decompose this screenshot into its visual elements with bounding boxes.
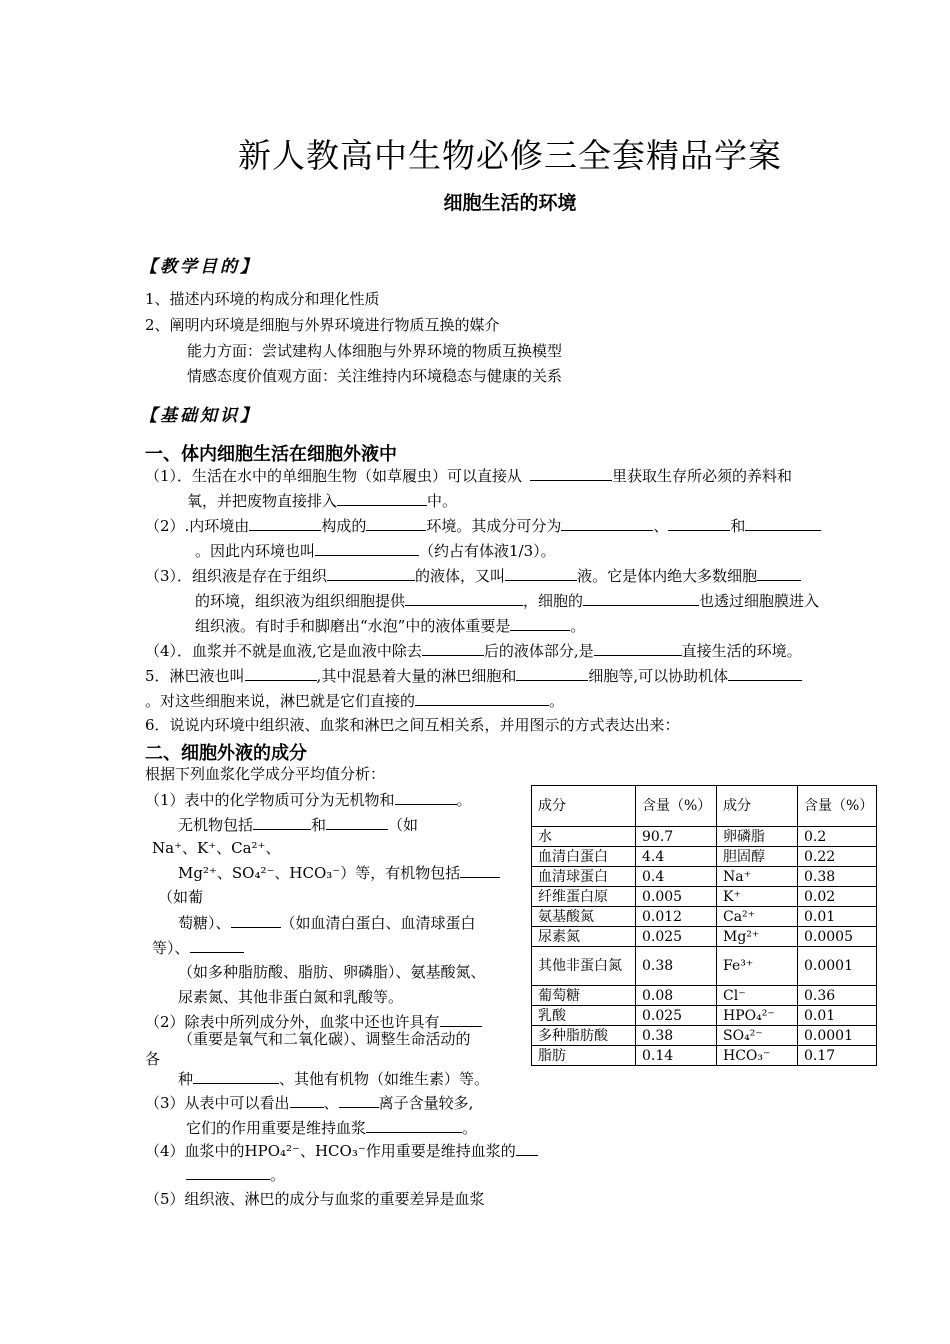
question-2-line-2: 。因此内环境也叫 （约占有体液1/3）。 <box>195 542 556 560</box>
part2-line-16: （4）血浆中的HPO₄²⁻、HCO₃⁻作用重要是维持血浆的 <box>145 1140 538 1161</box>
answer-blank[interactable] <box>510 615 570 631</box>
table-row <box>532 887 877 907</box>
answer-blank[interactable] <box>505 565 577 581</box>
objectives-heading: 【教学目的】 <box>140 257 260 277</box>
answer-blank[interactable] <box>757 565 801 581</box>
cell-component: SO₄²⁻ <box>717 1026 798 1046</box>
cell-content: 0.14 <box>636 1046 717 1066</box>
question-1-line-2: 氧，并把废物直接排入 中。 <box>187 492 458 510</box>
cell-component: HCO₃⁻ <box>717 1046 798 1066</box>
answer-blank[interactable] <box>530 465 612 481</box>
cell-content: 0.01 <box>798 907 877 927</box>
cell-content: 0.38 <box>636 947 717 986</box>
cell-component: 乳酸 <box>532 1006 636 1026</box>
cell-content: 4.4 <box>636 847 717 867</box>
cell-content: 90.7 <box>636 827 717 847</box>
answer-blank[interactable] <box>405 590 523 606</box>
question-6: 6．说说内环境中组织液、血浆和淋巴之间互相关系，并用图示的方式表达出来： <box>145 716 680 734</box>
table-row <box>532 1006 877 1026</box>
table-row <box>532 907 877 927</box>
cell-component: 葡萄糖 <box>532 986 636 1006</box>
answer-blank[interactable] <box>422 640 484 656</box>
cell-content: 0.22 <box>798 847 877 867</box>
cell-content: 0.025 <box>636 927 717 947</box>
header-component: 成分 <box>717 786 798 827</box>
cell-content: 0.02 <box>798 887 877 907</box>
answer-blank[interactable] <box>440 1011 482 1027</box>
answer-blank[interactable] <box>231 912 281 928</box>
cell-component: 氨基酸氮 <box>532 907 636 927</box>
cell-content: 0.17 <box>798 1046 877 1066</box>
document-subtitle: 细胞生活的环境 <box>443 192 577 214</box>
part2-line-10: （2）除表中所列成分外，血浆中还也许具有 <box>145 1011 482 1032</box>
answer-blank[interactable] <box>415 690 549 706</box>
cell-content: 0.01 <box>798 1006 877 1026</box>
cell-component: 血清白蛋白 <box>532 847 636 867</box>
answer-blank[interactable] <box>186 1164 270 1180</box>
part2-line-12: 各 <box>145 1050 161 1068</box>
cell-content: 0.38 <box>798 867 877 887</box>
answer-blank[interactable] <box>249 515 321 531</box>
cell-component: 纤维蛋白原 <box>532 887 636 907</box>
table-row <box>532 847 877 867</box>
part1-heading: 一、体内细胞生活在细胞外液中 <box>145 444 397 465</box>
cell-component: 血清球蛋白 <box>532 867 636 887</box>
cell-component: 脂肪 <box>532 1046 636 1066</box>
cell-component: 卵磷脂 <box>717 827 798 847</box>
answer-blank[interactable] <box>326 814 388 830</box>
answer-blank[interactable] <box>561 515 653 531</box>
cell-content: 0.0005 <box>798 927 877 947</box>
cell-component: Na⁺ <box>717 867 798 887</box>
cell-component: 水 <box>532 827 636 847</box>
part2-line-8: （如多种脂肪酸、脂肪、卵磷脂）、氨基酸氮、 <box>178 963 486 981</box>
question-3-line-1: （3）．组织液是存在于组织 的液体，又叫 液。它是体内绝大多数细胞 <box>145 565 801 586</box>
table-row <box>532 827 877 847</box>
document-title: 新人教高中生物必修三全套精品学案 <box>238 136 782 175</box>
table-header-row <box>532 786 877 827</box>
answer-blank[interactable] <box>290 1092 324 1108</box>
basics-heading: 【基础知识】 <box>140 406 260 426</box>
cell-content: 0.4 <box>636 867 717 887</box>
part2-line-15: 它们的作用重要是维持血浆 。 <box>186 1119 478 1137</box>
question-4: （4）．血浆并不就是血液,它是血液中除去 后的液体部分,是 直接生活的环境。 <box>145 642 802 660</box>
part2-line-7: 等）、 <box>152 937 244 958</box>
answer-blank[interactable] <box>594 640 682 656</box>
answer-blank[interactable] <box>366 515 426 531</box>
table-row <box>532 947 877 986</box>
part2-line-14: （3）从表中可以看出 、 离子含量较多, <box>145 1094 474 1112</box>
header-component: 成分 <box>532 786 636 827</box>
answer-blank[interactable] <box>337 490 427 506</box>
cell-content: 0.36 <box>798 986 877 1006</box>
table-row <box>532 986 877 1006</box>
answer-blank[interactable] <box>516 1140 538 1156</box>
objective-ability: 能力方面：尝试建构人体细胞与外界环境的物质互换模型 <box>187 342 563 360</box>
cell-content: 0.08 <box>636 986 717 1006</box>
answer-blank[interactable] <box>190 937 244 953</box>
objective-1: 1、描述内环境的构成分和理化性质 <box>145 290 380 308</box>
cell-content: 0.0001 <box>798 1026 877 1046</box>
table-row <box>532 927 877 947</box>
table-row <box>532 867 877 887</box>
answer-blank[interactable] <box>245 665 317 681</box>
cell-component: K⁺ <box>717 887 798 907</box>
answer-blank[interactable] <box>728 665 802 681</box>
cell-component: 胆固醇 <box>717 847 798 867</box>
cell-content: 0.012 <box>636 907 717 927</box>
cell-content: 0.005 <box>636 887 717 907</box>
part2-line-17: 。 <box>186 1164 285 1185</box>
plasma-composition-table <box>531 785 877 1066</box>
answer-blank[interactable] <box>460 862 500 878</box>
part2-intro: 根据下列血浆化学成分平均值分析： <box>145 765 386 783</box>
cell-component: 多种脂肪酸 <box>532 1026 636 1046</box>
part2-line-11: （重要是氧气和二氧化碳）、调整生命活动的 <box>178 1030 471 1048</box>
cell-component: Ca²⁺ <box>717 907 798 927</box>
answer-blank[interactable] <box>395 789 457 805</box>
answer-blank[interactable] <box>668 515 730 531</box>
part2-line-9: 尿素氮、其他非蛋白氮和乳酸等。 <box>178 988 404 1006</box>
answer-blank[interactable] <box>366 1117 462 1133</box>
cell-component: 其他非蛋白氮 <box>532 947 636 986</box>
answer-blank[interactable] <box>583 590 699 606</box>
part2-line-4: Mg²⁺、SO₄²⁻、HCO₃⁻）等，有机物包括 <box>178 862 500 883</box>
objective-attitude: 情感态度价值观方面：关注维持内环境稳态与健康的关系 <box>187 367 563 385</box>
cell-component: Mg²⁺ <box>717 927 798 947</box>
cell-content: 0.2 <box>798 827 877 847</box>
question-3-line-2: 的环境，组织液为组织细胞提供 ，细胞的 也透过细胞膜进入 <box>195 592 820 610</box>
question-5-line-2: 。对这些细胞来说，淋巴就是它们直接的 。 <box>145 692 565 710</box>
header-content: 含量（%） <box>798 786 877 827</box>
cell-component: HPO₄²⁻ <box>717 1006 798 1026</box>
question-5-line-1: 5．淋巴液也叫 ,其中混悬着大量的淋巴细胞和 细胞等,可以协助机体 <box>145 665 802 686</box>
question-1-line-1: （1）．生活在水中的单细胞生物（如草履虫）可以直接从 里获取生存所必须的养料和 <box>145 467 793 485</box>
answer-blank[interactable] <box>253 814 311 830</box>
table-row <box>532 1026 877 1046</box>
header-content: 含量（%） <box>636 786 717 827</box>
part2-line-6: 萄糖）、 （如血清白蛋白、血清球蛋白 <box>178 914 476 932</box>
cell-component: Cl⁻ <box>717 986 798 1006</box>
question-2-line-1: （2）.内环境由 构成的 环境。其成分可分为 、 和 <box>145 515 821 536</box>
cell-component: Fe³⁺ <box>717 947 798 986</box>
cell-content: 0.38 <box>636 1026 717 1046</box>
part2-line-18: （5）组织液、淋巴的成分与血浆的重要差异是血浆 <box>145 1190 485 1208</box>
part2-line-1: （1）表中的化学物质可分为无机物和 。 <box>145 791 472 809</box>
part2-heading: 二、细胞外液的成分 <box>145 743 307 764</box>
objective-2: 2、阐明内环境是细胞与外界环境进行物质互换的媒介 <box>145 316 500 334</box>
table-row <box>532 1046 877 1066</box>
answer-blank[interactable] <box>339 1092 379 1108</box>
answer-blank[interactable] <box>745 515 821 531</box>
part2-line-3: Na⁺、K⁺、Ca²⁺、 <box>152 839 281 857</box>
part2-line-13: 种 、其他有机物（如维生素）等。 <box>178 1070 490 1088</box>
cell-content: 0.0001 <box>798 947 877 986</box>
answer-blank[interactable] <box>193 1068 279 1084</box>
part2-line-5: （如葡 <box>158 888 204 906</box>
question-3-line-3: 组织液。有时手和脚磨出“水泡”中的液体重要是 。 <box>195 617 586 635</box>
answer-blank[interactable] <box>516 665 588 681</box>
part2-line-2: 无机物包括 和 （如 <box>178 816 419 834</box>
answer-blank[interactable] <box>327 565 415 581</box>
cell-content: 0.025 <box>636 1006 717 1026</box>
answer-blank[interactable] <box>315 540 419 556</box>
cell-component: 尿素氮 <box>532 927 636 947</box>
